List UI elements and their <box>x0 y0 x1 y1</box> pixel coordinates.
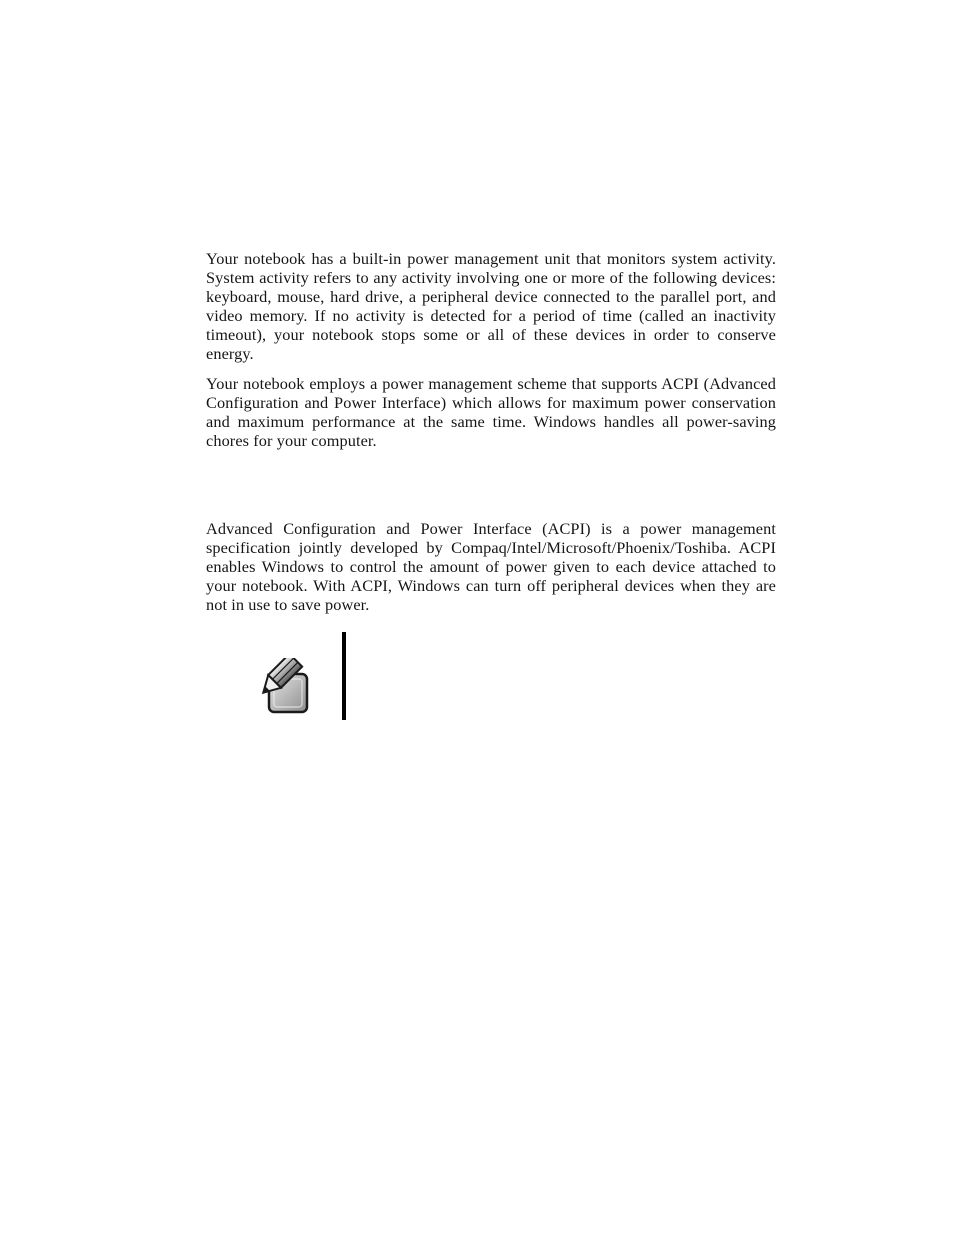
note-divider-bar <box>342 632 346 720</box>
paragraph-acpi-definition: Advanced Configuration and Power Interface (ACPI) is a power management specification jointly developed by Compaq/Intel/Microsoft/Phoenix/Toshiba. ACPI enables Windows to control the amount of power given to each device attached to your notebook. With ACPI, Windows can turn off peripheral devices when they are not in use to save power. <box>206 519 776 614</box>
paragraph-acpi-scheme: Your notebook employs a power management scheme that supports ACPI (Advanced Configuration and Power Interface) which allows for maximum power conservation and maximum performance at the same time. Windows handles all power-saving chores for your computer. <box>206 374 776 450</box>
paragraph-power-management-unit: Your notebook has a built-in power management unit that monitors system activity. System activity refers to any activity involving one or more of the following devices: keyboard, mouse, hard drive, a peripheral device connected to the parallel port, and video memory. If no activity is detected for a period of time (called an inactivity timeout), your notebook stops some or all of these devices in order to conserve energy. <box>206 249 776 363</box>
note-pencil-icon <box>250 658 312 716</box>
